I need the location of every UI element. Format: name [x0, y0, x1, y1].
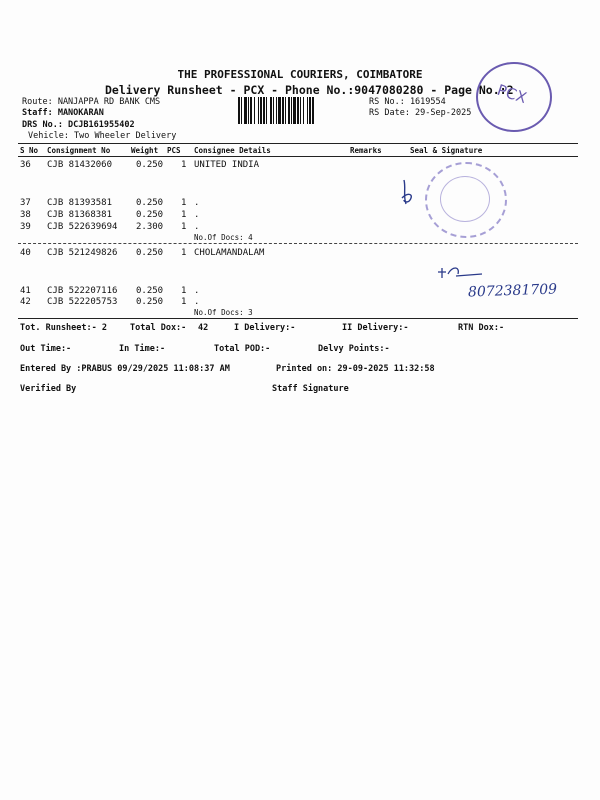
row-mark: .	[194, 222, 200, 232]
row-mark: .	[194, 198, 200, 208]
tot-runsheet: Tot. Runsheet:- 2	[20, 323, 107, 333]
col-consignee: Consignee Details	[194, 146, 271, 155]
row-consignment: CJB 521249826	[47, 248, 118, 258]
row-weight: 0.250	[136, 198, 164, 208]
route: Route: NANJAPPA RD BANK CMS	[22, 97, 161, 107]
row-consignment: CJB 522207116	[47, 286, 118, 296]
row-mark: .	[194, 210, 200, 220]
row-sno: 42	[20, 297, 31, 307]
total-pod: Total POD:-	[214, 344, 271, 354]
row-pcs: 1	[181, 286, 187, 296]
company-name: THE PROFESSIONAL COURIERS, COIMBATORE	[177, 68, 423, 81]
rs-number: RS No.: 1619554	[369, 97, 446, 107]
row-pcs: 1	[181, 210, 187, 220]
row-sno: 40	[20, 248, 31, 258]
staff: Staff: MANOKARAN	[22, 108, 104, 118]
row-pcs: 1	[181, 222, 187, 232]
row-pcs: 1	[181, 248, 187, 258]
ii-delivery: II Delivery:-	[342, 323, 409, 333]
row-consignment: CJB 522639694	[47, 222, 118, 232]
drs-number: DRS No.: DCJB161955402	[22, 120, 135, 130]
col-seal: Seal & Signature	[410, 146, 483, 155]
docs-count: No.Of Docs: 4	[194, 233, 253, 242]
entered-by: Entered By :PRABUS 09/29/2025 11:08:37 AM	[20, 364, 230, 374]
col-remarks: Remarks	[350, 146, 382, 155]
rs-date: RS Date: 29-Sep-2025	[369, 108, 472, 118]
barcode	[238, 97, 366, 124]
handwritten-phone: 8072381709	[467, 281, 558, 301]
row-weight: 0.250	[136, 286, 164, 296]
total-dox-value: 42	[198, 323, 209, 333]
row-weight: 0.250	[136, 210, 164, 220]
staff-signature: Staff Signature	[272, 384, 349, 394]
row-consignee: CHOLAMANDALAM	[194, 248, 265, 258]
vehicle: Vehicle: Two Wheeler Delivery	[28, 131, 177, 141]
row-sno: 36	[20, 160, 31, 170]
row-weight: 0.250	[136, 297, 164, 307]
col-pcs: PCS	[167, 146, 181, 155]
seal-stamp-inner	[440, 176, 490, 222]
row-consignment: CJB 81368381	[47, 210, 113, 220]
row-sno: 38	[20, 210, 31, 220]
row-consignment: CJB 81432060	[47, 160, 113, 170]
printed-on: Printed on: 29-09-2025 11:32:58	[276, 364, 435, 374]
row-sno: 41	[20, 286, 31, 296]
runsheet-title: Delivery Runsheet - PCX - Phone No.:9047080280 - Page No.:2	[105, 83, 514, 97]
row-sno: 37	[20, 198, 31, 208]
row-pcs: 1	[181, 198, 187, 208]
barcode-bar	[314, 97, 316, 124]
row-mark: .	[194, 286, 200, 296]
docs-count: No.Of Docs: 3	[194, 308, 253, 317]
row-weight: 0.250	[136, 160, 164, 170]
row-mark: .	[194, 297, 200, 307]
row-consignment: CJB 522205753	[47, 297, 118, 307]
out-time: Out Time:-	[20, 344, 72, 354]
col-sno: S No	[20, 146, 39, 155]
signature-mark	[398, 178, 418, 208]
col-weight: Weight	[131, 146, 159, 155]
pcx-stamp-text: PCX	[494, 80, 529, 108]
row-sno: 39	[20, 222, 31, 232]
verified-by: Verified By	[20, 384, 77, 394]
row-pcs: 1	[181, 160, 187, 170]
rtn-dox: RTN Dox:-	[458, 323, 505, 333]
row-consignee: UNITED INDIA	[194, 160, 260, 170]
row-weight: 0.250	[136, 248, 164, 258]
signature-mark	[436, 264, 486, 282]
col-consignment: Consignment No	[47, 146, 111, 155]
row-weight: 2.300	[136, 222, 164, 232]
row-consignment: CJB 81393581	[47, 198, 113, 208]
total-dox-label: Total Dox:-	[130, 323, 187, 333]
i-delivery: I Delivery:-	[234, 323, 296, 333]
in-time: In Time:-	[119, 344, 166, 354]
delvy-points: Delvy Points:-	[318, 344, 390, 354]
row-pcs: 1	[181, 297, 187, 307]
